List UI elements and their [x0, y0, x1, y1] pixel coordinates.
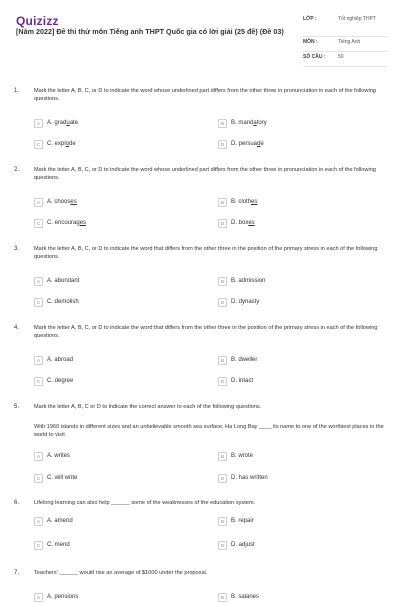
option-text-rest: tory [256, 120, 267, 126]
option-text [47, 299, 79, 305]
option-text [231, 141, 264, 147]
option-letter-box: D [218, 541, 227, 550]
meta-label-count: SỐ CÂU : [303, 54, 326, 60]
option-text-main: D. intact [231, 378, 254, 384]
option-letter-box: C [34, 298, 43, 307]
option-text-main: B. dweller [231, 357, 258, 363]
option-text-main: A. abundant [47, 278, 80, 284]
option-text [47, 542, 70, 548]
option-letter-box: B [218, 277, 227, 286]
question-text: Teachers' ______ would rise an average of $1000 under the proposal. [34, 570, 208, 576]
option-text-main: D. has written [231, 475, 268, 481]
option-text-main: D. persua [231, 141, 258, 147]
option-text [47, 594, 78, 600]
meta-row-grade [303, 14, 387, 37]
question-number: 4. [14, 325, 20, 331]
option-text-main: A. choos [47, 199, 71, 205]
question-number: 7. [14, 570, 20, 576]
option-letter-box: B [218, 452, 227, 461]
option-text [231, 278, 265, 284]
option-text-main: B. cloth [231, 199, 252, 205]
question-number: 5. [14, 404, 20, 410]
option-letter-box: A [34, 119, 43, 128]
option-letter-box: D [218, 377, 227, 386]
option-text-main: B. admission [231, 278, 266, 284]
meta-value-grade: Tốt nghiệp THPT [338, 16, 376, 22]
option-text [47, 453, 70, 459]
option-underlined-part: es [248, 220, 255, 226]
option-text [47, 120, 78, 126]
option-letter-box: A [34, 593, 43, 602]
question-text: Mark the letter A, B, C, or D to indicate the word whose underlined part differs from the other three in pronunciation in each of the following questions. [34, 88, 376, 102]
option-text [231, 475, 268, 481]
option-text-main: C. mend [47, 542, 70, 548]
option-text-rest: e [260, 141, 264, 147]
option-letter-box: A [34, 198, 43, 207]
option-underlined-part: a [253, 120, 257, 126]
option-letter-box: C [34, 219, 43, 228]
option-text-main: A. amend [47, 518, 73, 524]
option-underlined-part: es [251, 199, 258, 205]
option-text-main: D. dynasty [231, 299, 260, 305]
question-text: Mark the letter A, B, C, or D to indicate the word whose underlined part differs from the other three in pronunciation in each of the following questions. [34, 167, 376, 181]
question-number: 3. [14, 246, 20, 252]
option-text-rest: de [69, 141, 76, 147]
option-text-main: A. grad [47, 120, 67, 126]
option-letter-box: C [34, 377, 43, 386]
option-text [231, 220, 255, 226]
option-letter-box: C [34, 140, 43, 149]
question-prompt: With 1960 islands in different sizes and an unbelievable smooth sea surface, Ha Long Bay ____ its name to one of the worthiest places in the world to visit [34, 424, 384, 438]
option-text [231, 594, 259, 600]
option-text [231, 542, 255, 548]
option-letter-box: D [218, 140, 227, 149]
option-text [47, 220, 86, 226]
option-text [231, 378, 253, 384]
option-letter-box: D [218, 474, 227, 483]
meta-value-subject: Tiếng Anh [338, 39, 361, 45]
option-letter-box: A [34, 277, 43, 286]
option-text-main: B. mand [231, 120, 254, 126]
option-letter-box: C [34, 474, 43, 483]
option-text-main: A. pensions [47, 594, 79, 600]
option-underlined-part: u [66, 120, 70, 126]
option-text-main: C. demolish [47, 299, 79, 305]
option-underlined-part: o [65, 141, 70, 147]
option-text [231, 199, 257, 205]
option-underlined-part: es [79, 220, 87, 226]
option-text-main: C. degree [47, 378, 74, 384]
option-text-main: B. repair [231, 518, 254, 524]
option-text [47, 475, 77, 481]
option-letter-box: B [218, 356, 227, 365]
option-text-rest: ate [69, 120, 79, 126]
option-text [47, 199, 77, 205]
option-underlined-part: es [70, 199, 77, 205]
option-text-main: C. expl [47, 141, 66, 147]
question-text: Mark the letter A, B, C or D to indicate the correct answer to each of the following questions. [34, 404, 262, 410]
option-letter-box: B [218, 198, 227, 207]
option-text [47, 518, 73, 524]
option-letter-box: B [218, 517, 227, 526]
option-text-main: C. will write [47, 475, 78, 481]
worksheet-header [0, 0, 400, 76]
option-text-main: D. adjust [231, 542, 255, 548]
meta-label-subject: MÔN : [303, 39, 318, 45]
option-text [47, 278, 79, 284]
option-letter-box: B [218, 119, 227, 128]
option-text-main: B. wrote [231, 453, 254, 459]
page-title: [Năm 2022] Đề thi thử môn Tiếng anh THPT Quốc gia có lời giải (25 đề) (Đề 03) [16, 27, 284, 36]
option-letter-box: A [34, 356, 43, 365]
meta-value-count: 50 [338, 54, 344, 60]
option-text [47, 357, 73, 363]
meta-row-count [303, 52, 387, 67]
option-letter-box: C [34, 541, 43, 550]
option-text-main: A. writes [47, 453, 71, 459]
meta-info [303, 14, 387, 67]
option-letter-box: A [34, 517, 43, 526]
option-text [231, 518, 254, 524]
option-letter-box: D [218, 298, 227, 307]
option-text [231, 120, 267, 126]
question-number: 2. [14, 167, 20, 173]
option-text [47, 378, 73, 384]
meta-label-grade: LỚP : [303, 16, 317, 22]
option-text-main: B. salaries [231, 594, 260, 600]
option-underlined-part: d [257, 141, 261, 147]
question-number: 1. [14, 88, 20, 94]
option-text [47, 141, 76, 147]
question-text: Lifelong learning can also help ______ some of the weaknesses of the education system. [34, 500, 256, 506]
option-letter-box: B [218, 593, 227, 602]
option-text-main: A. abroad [47, 357, 74, 363]
option-text [231, 453, 253, 459]
option-text [231, 357, 257, 363]
option-text [231, 299, 259, 305]
option-letter-box: A [34, 452, 43, 461]
option-text-main: C. encourag [47, 220, 80, 226]
question-text: Mark the letter A, B, C, or D to indicate the word that differs from the other three in the position of the primary stress in each of the following questions. [34, 246, 378, 260]
question-text: Mark the letter A, B, C, or D to indicate the word that differs from the other three in the position of the primary stress in each of the following questions. [34, 325, 378, 339]
question-number: 6. [14, 500, 20, 506]
meta-row-subject [303, 37, 387, 52]
option-letter-box: D [218, 219, 227, 228]
quizizz-logo: Quizizz [16, 14, 59, 28]
option-text-main: D. box [231, 220, 249, 226]
